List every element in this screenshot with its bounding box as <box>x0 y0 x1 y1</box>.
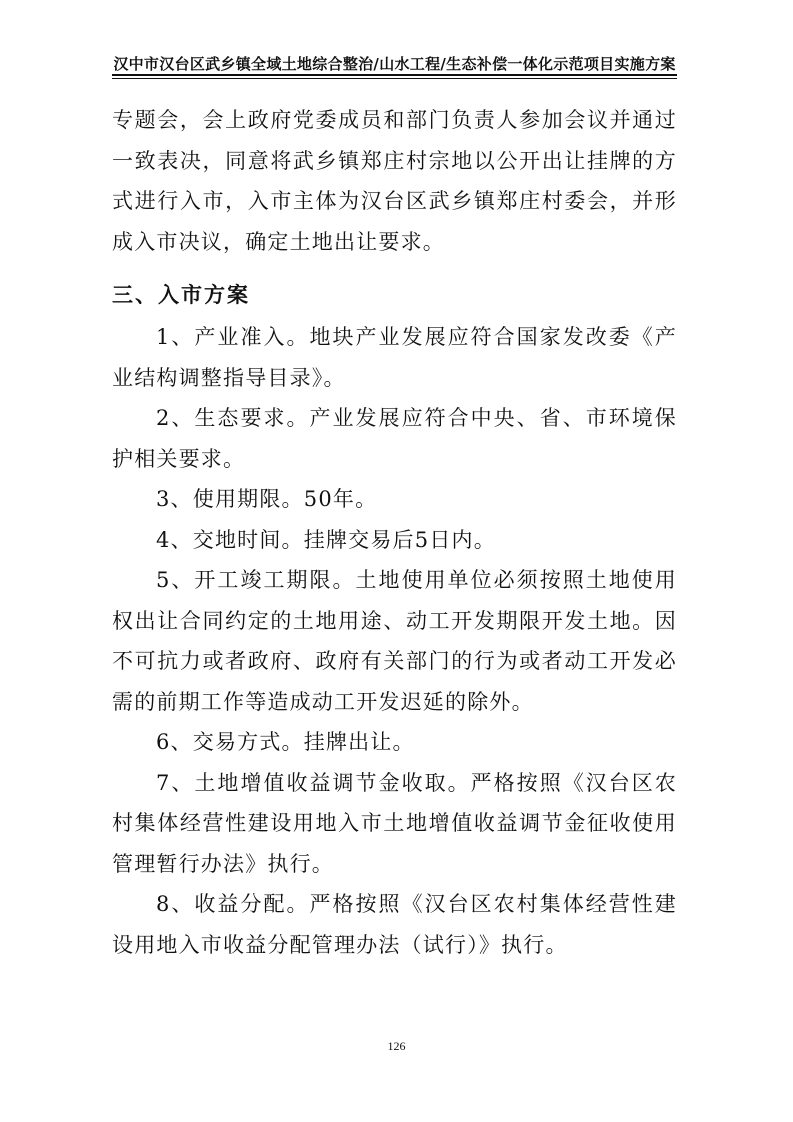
list-item: 3、使用期限。50年。 <box>156 487 378 511</box>
running-header-title: 汉中市汉台区武乡镇全域土地综合整治/山水工程/生态补偿一体化示范项目实施方案 <box>113 55 676 73</box>
list-item: 6、交易方式。挂牌出让。 <box>156 730 415 754</box>
header-rule-thick <box>112 74 677 76</box>
section-heading: 三、入市方案 <box>112 283 250 307</box>
page-number: 126 <box>387 1039 406 1053</box>
list-item: 8、收益分配。严格按照《汉台区农村集体经营性建设用地入市收益分配管理办法（试行）》执行。 <box>112 892 677 957</box>
list-item: 7、土地增值收益调节金收取。严格按照《汉台区农村集体经营性建设用地入市土地增值收益调节金征收使用管理暂行办法》执行。 <box>112 770 677 876</box>
list-item: 2、生态要求。产业发展应符合中央、省、市环境保护相关要求。 <box>112 406 677 471</box>
list-item: 1、产业准入。地块产业发展应符合国家发改委《产业结构调整指导目录》。 <box>112 325 677 390</box>
list-item: 5、开工竣工期限。土地使用单位必须按照土地使用权出让合同约定的土地用途、动工开发期限开发土地。因不可抗力或者政府、政府有关部门的行为或者动工开发必需的前期工作等造成动工开发迟延的除外。 <box>112 568 677 714</box>
header-rule-thin <box>112 78 677 79</box>
list-item: 4、交地时间。挂牌交易后5日内。 <box>156 527 496 552</box>
document-body <box>112 100 677 965</box>
intro-paragraph: 专题会，会上政府党委成员和部门负责人参加会议并通过一致表决，同意将武乡镇郑庄村宗地以公开出让挂牌的方式进行入市，入市主体为汉台区武乡镇郑庄村委会，并形成入市决议，确定土地出让要求。 <box>112 108 677 254</box>
